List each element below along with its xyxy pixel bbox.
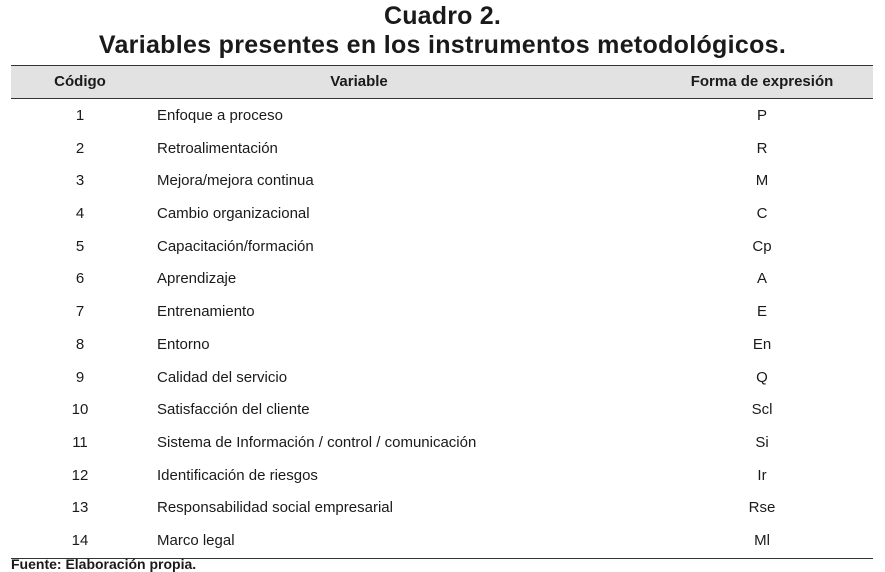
cell-forma-de-expresion: Scl <box>751 401 773 419</box>
cell-variable: Aprendizaje <box>157 270 237 288</box>
cell-forma-de-expresion: Cp <box>752 237 772 255</box>
table-row <box>11 524 873 557</box>
cell-forma-de-expresion: M <box>755 172 769 190</box>
cell-variable: Marco legal <box>157 531 235 549</box>
cell-codigo: 4 <box>75 205 85 223</box>
table-row <box>11 328 873 361</box>
source-footnote: Fuente: Elaboración propia. <box>11 556 197 572</box>
cell-forma-de-expresion: Ml <box>754 531 770 549</box>
cell-forma-de-expresion: Q <box>756 368 768 386</box>
header-variable: Variable <box>330 73 388 90</box>
table-row <box>11 295 873 328</box>
cell-forma-de-expresion: Ir <box>757 466 767 484</box>
cell-forma-de-expresion: En <box>752 335 772 353</box>
cell-variable: Capacitación/formación <box>157 237 314 255</box>
table-caption <box>0 2 885 60</box>
table-row <box>11 230 873 263</box>
cell-forma-de-expresion: C <box>756 205 768 223</box>
cell-variable: Responsabilidad social empresarial <box>157 499 393 517</box>
cell-codigo: 3 <box>75 172 85 190</box>
cell-variable: Entrenamiento <box>157 303 255 321</box>
table-row <box>11 426 873 459</box>
cell-variable: Entorno <box>157 335 210 353</box>
cell-forma-de-expresion: R <box>756 139 768 157</box>
table-row <box>11 164 873 197</box>
cell-codigo: 12 <box>71 466 89 484</box>
cell-forma-de-expresion: P <box>756 107 767 124</box>
cell-codigo: 10 <box>71 401 89 419</box>
cell-codigo: 8 <box>75 335 85 353</box>
cell-codigo: 11 <box>72 433 88 451</box>
cell-variable: Cambio organizacional <box>157 205 310 223</box>
cell-variable: Retroalimentación <box>157 139 278 157</box>
table-row <box>11 262 873 295</box>
cell-codigo: 2 <box>75 139 85 157</box>
cell-variable: Sistema de Información / control / comunicación <box>157 433 477 451</box>
caption-title: Variables presentes en los instrumentos metodológicos. <box>98 31 787 59</box>
cell-variable: Calidad del servicio <box>157 368 288 386</box>
variables-table <box>11 65 873 559</box>
table-row <box>11 491 873 524</box>
table-row <box>11 99 873 132</box>
header-codigo: Código <box>54 73 106 90</box>
table-row <box>11 393 873 426</box>
cell-variable: Mejora/mejora continua <box>157 172 314 190</box>
cell-variable: Satisfacción del cliente <box>157 401 310 419</box>
table-row <box>11 132 873 165</box>
cell-variable: Enfoque a proceso <box>157 107 283 124</box>
caption-number: Cuadro 2. <box>383 2 502 30</box>
cell-codigo: 9 <box>75 368 85 386</box>
cell-codigo: 13 <box>71 499 89 517</box>
table-row <box>11 197 873 230</box>
cell-forma-de-expresion: E <box>756 303 767 321</box>
cell-codigo: 6 <box>75 270 85 288</box>
cell-forma-de-expresion: Si <box>755 433 769 451</box>
cell-codigo: 5 <box>75 237 85 255</box>
table-row <box>11 361 873 394</box>
cell-forma-de-expresion: Rse <box>748 499 776 517</box>
cell-variable: Identificación de riesgos <box>157 466 318 484</box>
table-header-row <box>11 65 873 99</box>
cell-codigo: 1 <box>75 107 85 124</box>
cell-codigo: 14 <box>71 531 89 549</box>
table-body <box>11 99 873 557</box>
table-row <box>11 459 873 492</box>
cell-codigo: 7 <box>75 303 85 321</box>
header-forma-de-expresion: Forma de expresión <box>690 73 834 90</box>
cell-forma-de-expresion: A <box>756 270 767 288</box>
